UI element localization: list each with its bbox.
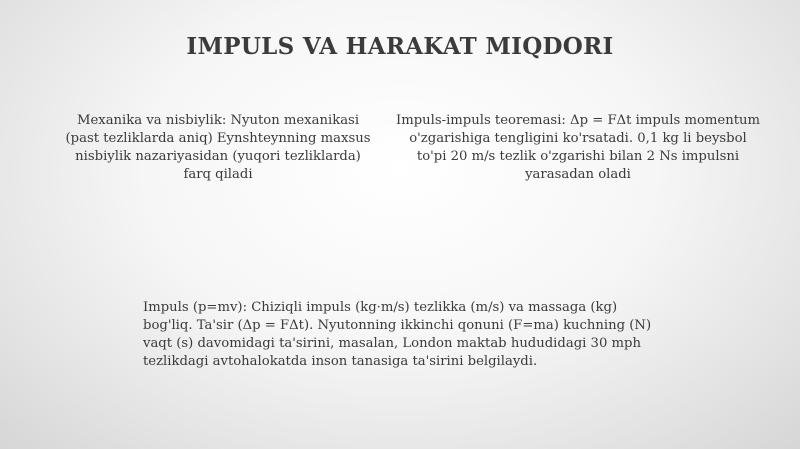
mechanics-relativity-text: Mexanika va nisbiylik: Nyuton mexanikasi (past tezliklarda aniq) Eynshteynning maxsus nisbiylik nazariyasidan (yuqori tezliklarda) farq qiladi	[65, 113, 371, 182]
slide-title: IMPULS VA HARAKAT MIQDORI	[186, 33, 614, 60]
impulse-definition-text: Impuls (p=mv): Chiziqli impuls (kg·m/s) tezlikka (m/s) va massaga (kg) bog'liq. Ta'sir (Δp = FΔt). Nyutonning ikkinchi qonuni (F=ma) kuchning (N) vaqt (s) davomidagi ta'sirini, masalan, London maktab hududidagi 30 mph tezlikdagi avtohalokatda inson tanasiga ta'sirini belgilaydi.	[143, 300, 652, 369]
impulse-theorem-text: Impuls-impuls teoremasi: Δp = FΔt impuls momentum o'zgarishiga tengligini ko'rsatadi. 0,1 kg li beysbol to'pi 20 m/s tezlik o'zgarishi bilan 2 Ns impulsni yarasadan oladi	[395, 113, 760, 182]
